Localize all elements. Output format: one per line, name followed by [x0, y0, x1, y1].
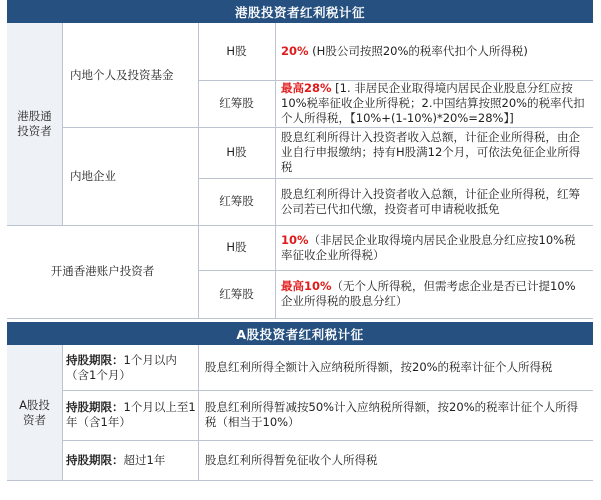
- divider: [7, 480, 593, 481]
- h-share-label: H股: [226, 145, 247, 159]
- table1-title: 港股投资者红利税计征: [7, 0, 593, 23]
- holding-period-3: [66, 440, 196, 480]
- investor-enterprise: 内地企业: [70, 168, 116, 183]
- period-label: 持股期限：: [66, 352, 124, 367]
- holding-period-1: [66, 345, 196, 390]
- period-value: 超过1年: [123, 452, 166, 467]
- h-share-note: （非居民企业取得境内居民企业股息分红应按10%税率征收企业所得税）: [281, 232, 576, 262]
- period-value: 1个月以上至1年（含1年）: [66, 400, 196, 429]
- a-share-tax-desc-2: 股息红利所得暂减按50%计入应纳税所得额，按20%的税率计征个人所得税（相当于10%）: [205, 400, 579, 429]
- h-share-label: H股: [226, 240, 247, 254]
- red-chip-rate: 最高28%: [281, 81, 332, 95]
- h-share-tax-hk-account: [281, 225, 587, 270]
- a-share-tax-desc-3: 股息红利所得暂免征收个人所得税: [205, 452, 378, 467]
- red-chip-note: [1. 非居民企业取得境内居民企业股息分红应按10%税率征收企业所得税；2.中国结算按照20%的税率代扣个人所得税，【10%+(1-10%)*20%=28%】]: [281, 81, 585, 125]
- red-chip-label: 红筹股: [219, 96, 254, 110]
- divider: [62, 23, 63, 225]
- divider: [62, 345, 63, 480]
- holding-period-2: [66, 390, 196, 440]
- red-chip-tax-enterprise: 股息红利所得计入投资者收入总额，计征企业所得税，红筹公司若已代扣代缴，投资者可申请税收抵免: [281, 186, 580, 216]
- period-label: 持股期限：: [66, 400, 124, 414]
- red-chip-label: 红筹股: [219, 286, 254, 301]
- h-share-rate: 10%: [281, 232, 309, 247]
- group-label-hk-connect: 港股通投资者: [17, 109, 52, 138]
- period-value: 1个月以内（含1个月）: [66, 352, 177, 382]
- divider: [7, 318, 593, 319]
- divider: [198, 345, 199, 480]
- h-share-rate: 20%: [281, 44, 309, 58]
- group-label-a-share: A股投资者: [19, 397, 50, 427]
- table2-title: A股投资者红利税计征: [7, 322, 593, 345]
- h-share-label: H股: [226, 44, 247, 58]
- red-chip-rate: 最高10%: [281, 279, 332, 293]
- red-chip-tax-hk-account: [281, 270, 587, 318]
- investor-individual: 内地个人及投资基金: [70, 67, 174, 82]
- red-chip-label: 红筹股: [219, 194, 254, 208]
- a-share-tax-desc-1: 股息红利所得全额计入应纳税所得额，按20%的税率计征个人所得税: [205, 360, 553, 374]
- h-share-tax-individual: [281, 23, 587, 80]
- red-chip-note: （无个人所得税，但需考虑企业是否已计提10%企业所得税的股息分红）: [281, 279, 576, 308]
- h-share-tax-enterprise: 股息红利所得计入投资者收入总额，计征企业所得税，由企业自行申报缴纳；持有H股满12个月，可依法免征企业所得税: [281, 130, 581, 174]
- h-share-note: (H股公司按照20%的税率代扣个人所得税): [308, 44, 528, 58]
- red-chip-tax-individual: [281, 80, 587, 127]
- investor-hk-account: 开通香港账户投资者: [50, 264, 155, 278]
- divider: [275, 23, 276, 318]
- period-label: 持股期限：: [66, 452, 124, 467]
